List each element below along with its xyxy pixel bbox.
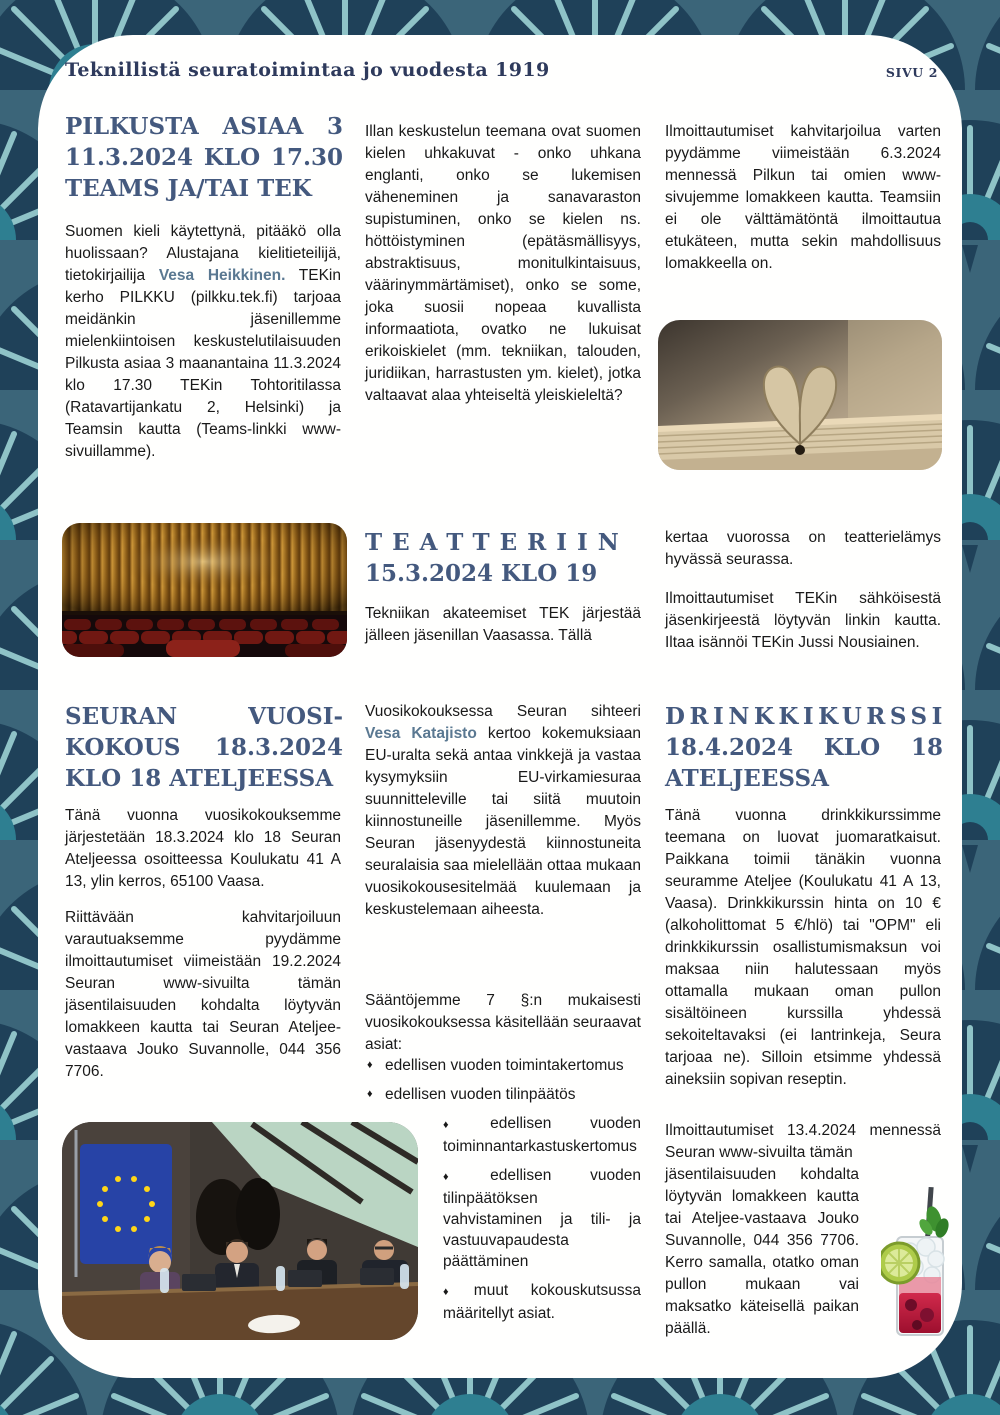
diamond-bullet-icon: ♦: [443, 1119, 484, 1131]
agenda-item: [365, 1055, 641, 1076]
teatteriin-paragraph-col3a: kertaa vuorossa on teatterielämys hyvässä seurassa.: [665, 529, 941, 568]
agenda-item: [365, 1084, 641, 1105]
title-line: PILKUSTA ASIAA 3: [65, 113, 343, 140]
vuosikokous-paragraph-2: Riittävään kahvitarjoiluun varautuaksemme pyydämme ilmoittautumiset viimeistään 19.2.2024 Seuran www-sivuilta tämän jäsentilaisuuden kohdalta löytyvän lomakkeen kautta tai Seuran Ateljee-vastaava Jouko Suvannolle, 044 356 7706.: [65, 909, 341, 1080]
paragraph-text: kertoo kokemuksiaan EU-uralta sekä antaa vinkkejä ja vastaa kysymyksiin EU-virkamiesuraa suunnitteleville tai siitä muutoin kiinnostuneille jäsenillemme. Myös Seuran jäsenyydestä kiinnostuneita seuralaisia saa mielellään ottaa mukaan vuosikokousesitelmää kuulemaan ja keskustelemaan aiheesta.: [365, 725, 641, 918]
title-line: 15.3.2024 KLO 19: [365, 560, 598, 587]
title-line: DRINKKIKURSSI: [665, 703, 947, 730]
drinkkikurssi-paragraph-1: Tänä vuonna drinkkikurssimme teemana on luovat juomaratkaisut. Paikkana toimii tänäkin vuonna seuramme Ateljee (Koulukatu 41 A 13, Vaasa). Drinkkikurssin hinta on 10 € (alkoholittomat 5 €/hlö) tai "OPM" eli drinkkikurssin osallistumismaksun voi maksaa niin halutessaan myös ottamalla mukaan oman pullon sisältöineen kurssilla yhdessä sekoiteltavaksi (ei lantrinkeja, Seura tarjoaa ne). Silloin etsimme yhdessä aineksiin sopivan reseptin.: [665, 807, 941, 1088]
teatteriin-signup-paragraph: Ilmoittautumiset TEKin sähköisestä jäsenkirjeestä löytyvän linkin kautta. Iltaa isännöi TEKin Jussi Nousiainen.: [665, 590, 941, 651]
article-title-pilkusta: [65, 111, 343, 204]
article-title-teatteriin: [365, 527, 643, 589]
diamond-bullet-icon: ♦: [367, 1059, 373, 1071]
article-title-drinkkikurssi: [665, 701, 947, 794]
agenda-item: [443, 1165, 641, 1272]
paragraph-text: Suomen kieli käytettynä, pitääkö olla huolissaan? Alustajana kielitieteilijä, tietokirjailija: [65, 223, 341, 284]
masthead-tagline: Teknillistä seuratoimintaa jo vuodesta 1919: [65, 59, 550, 81]
pilkusta-signup-paragraph: Ilmoittautumiset kahvitarjoilua varten pyydämme viimeistään 6.3.2024 mennessä Pilkun tai omien www-sivujemme lomakkeen kautta. Teamsiin ei ole välttämätöntä ilmoittautua etukäteen, mutta sekin mahdollisuus lomakkeella on.: [665, 123, 941, 272]
newsletter-panel: [38, 35, 962, 1378]
agenda-list: [365, 1055, 641, 1332]
paragraph-text: TEKin kerho PILKKU (pilkku.tek.fi) tarjoaa meidänkin jäsenillemme mielenkiintoisen keskustelutilaisuuden Pilkusta asiaa 3 maanantaina 11.3.2024 klo 17.30 TEKin Tohtoritilassa (Ratavartijankatu 2, Helsinki) ja Teamsin kautta (Teams-linkki www-sivuillamme).: [65, 267, 341, 460]
agenda-item-label: edellisen vuoden tilinpäätös: [385, 1086, 576, 1103]
agenda-item-label: edellisen vuoden toimintakertomus: [385, 1057, 624, 1074]
agenda-item-label: edellisen vuoden toiminnantarkastuskertomus: [443, 1115, 641, 1155]
paragraph-text: Ilmoittautumiset 13.4.2024 mennessä Seuran www-sivuilta tämän: [665, 1122, 941, 1161]
vuosikokous-rules-paragraph: Sääntöjemme 7 §:n mukaisesti vuosikokouksessa käsitellään seuraavat asiat:: [365, 992, 641, 1053]
title-line: KLO 18 ATELJEESSA: [65, 765, 334, 792]
title-line: KOKOUS 18.3.2024: [65, 734, 343, 761]
paragraph-text-narrow: jäsentilaisuuden kohdalta löytyvän lomakkeen kautta tai Ateljee-vastaava Jouko Suvannolle, 044 356 7706. Kerro samalla, otatko oman pullon mukaan vai maksatko käteisellä paikan päällä.: [665, 1166, 859, 1337]
pilkusta-intro-paragraph: [65, 221, 341, 463]
book-heart-photo: [658, 320, 942, 470]
vuosikokous-speaker-paragraph: [365, 701, 641, 921]
paragraph-text: Vuosikokouksessa Seuran sihteeri: [365, 703, 641, 720]
teatteriin-paragraph-col2: Tekniikan akateemiset TEK järjestää jälleen jäsenillan Vaasassa. Tällä: [365, 605, 641, 644]
page-number: SIVU 2: [885, 65, 938, 80]
vuosikokous-paragraph-1: Tänä vuonna vuosikokouksemme järjestetään 18.3.2024 klo 18 Seuran Ateljeessa osoitteessa Koulukatu 41 A 13, ylin kerros, 65100 Vaasa.: [65, 807, 341, 890]
agenda-item-label: muut kokouskutsussa määritellyt asiat.: [443, 1282, 641, 1322]
article-title-vuosikokous: [65, 701, 343, 794]
title-line: TEAMS JA/TAI TEK: [65, 175, 312, 202]
cocktail-photo: [881, 1185, 957, 1341]
pilkusta-theme-paragraph: Illan keskustelun teemana ovat suomen kielen uhkakuvat - onko uhkana englanti, onko se lukemisen väheneminen ja sanavaraston supistuminen, onko se kielen ns. höttöistyminen (epätäsmällisyys, abstraktisuus, monitulkintaisuus, väärinymmärtämiset), onko se some, joka suosii nopeaa kuvallista informaatiota, ovatko ne lukuisat erikoiskielet (mm. tekniikan, talouden, juridiikan, harrastusten ym. kielet), jotka valtaavat alaa yhteiseltä yleiskieleltä?: [365, 123, 641, 404]
agenda-item: [443, 1280, 641, 1324]
title-line: ATELJEESSA: [665, 765, 829, 792]
diamond-bullet-icon: ♦: [443, 1286, 467, 1298]
title-line: 18.4.2024 KLO 18: [665, 734, 943, 761]
agenda-item: [443, 1113, 641, 1157]
title-line: 11.3.2024 KLO 17.30: [65, 144, 343, 171]
speaker-name: Vesa Katajisto: [365, 725, 477, 742]
diamond-bullet-icon: ♦: [367, 1088, 373, 1100]
diamond-bullet-icon: ♦: [443, 1171, 484, 1183]
agenda-item-label: edellisen vuoden tilinpäätöksen vahvistaminen ja tili- ja vastuuvapaudesta päättäminen: [443, 1167, 641, 1270]
theater-photo: [62, 523, 347, 657]
title-line: TEATTERIIN: [365, 529, 629, 556]
speaker-name: Vesa Heikkinen.: [158, 267, 286, 284]
title-line: SEURAN VUOSI-: [65, 703, 343, 730]
